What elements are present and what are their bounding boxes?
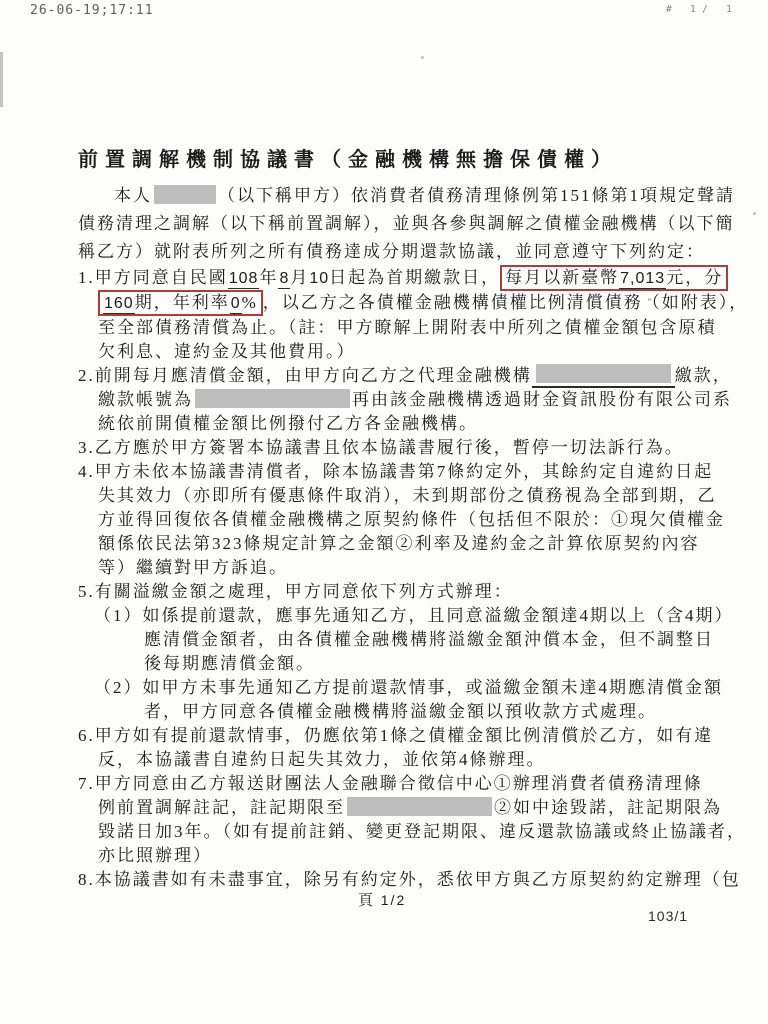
text-line: 後每期應清償金額。 <box>144 654 315 673</box>
text-line: 4.甲方未依本協議書清償者，除本協議書第7條約定外，其餘約定自違約日起 <box>78 462 714 481</box>
text-segment: 1.甲方同意自民國 <box>78 268 228 287</box>
text-line: 稱乙方）就附表所列之所有債務達成分期還款協議，並同意遵守下列約定： <box>78 242 705 261</box>
text-segment: 繳款， <box>674 366 732 385</box>
footer-page-number <box>358 889 406 910</box>
text-line <box>78 388 730 412</box>
text-segment: 2.前開每月應清償金額，由甲方向乙方之代理金融機構 <box>78 366 532 385</box>
text-line: 等）繼續對甲方訴追。 <box>98 558 288 577</box>
clause-list <box>78 266 749 892</box>
page-number-value: 1/2 <box>380 892 407 908</box>
text-line: 至全部債務清償為止。（註：甲方瞭解上開附表中所列之債權金額包含原積 <box>98 318 717 337</box>
fill-start-year: 108 <box>228 270 259 287</box>
clause-2 <box>78 364 730 436</box>
page-label: 頁 <box>358 893 376 909</box>
text-segment: 每月以新臺幣 <box>505 268 620 287</box>
highlight-box-monthly-payment <box>500 265 728 291</box>
text-line <box>78 291 749 316</box>
text-line: 亦比照辦理） <box>98 846 212 865</box>
text-line: （2）如甲方未事先通知乙方提前還款情事，或溢繳金額未達4期應清償金額 <box>94 678 723 697</box>
text-segment: 元，分 <box>666 268 724 287</box>
text-line <box>78 796 730 820</box>
text-line <box>78 182 735 210</box>
fill-installment-count: 160 <box>104 295 134 312</box>
scan-speck <box>753 212 756 215</box>
clause-7 <box>78 772 746 868</box>
text-line: 欠利息、違約金及其他費用。） <box>98 342 356 361</box>
text-segment: 再由該金融機構透過財金資訊股份有限公司系 <box>352 390 732 409</box>
fax-page-counter: # 1/ 1 <box>665 4 738 15</box>
text-line: 6.甲方如有提前還款情事，仍應依第1條之債權金額比例清償於乙方，如有違 <box>78 726 714 745</box>
fill-start-month: 8 <box>279 270 290 287</box>
page-title: 前置調解機制協議書（金融機構無擔保債權） <box>78 149 618 171</box>
text-line: 額係依民法第323條規定計算之金額②利率及違約金之計算依原契約內容 <box>98 534 700 553</box>
text-line: 7.甲方同意由乙方報送財團法人金融聯合徵信中心①辦理消費者債務清理條 <box>78 774 703 793</box>
text-line: 債務清理之調解（以下稱前置調解），並與各參與調解之債權金融機構（以下簡 <box>78 214 735 233</box>
clause-1 <box>78 266 749 364</box>
redaction-box-debtor-name <box>154 185 216 204</box>
redaction-box-payment-account <box>195 389 350 408</box>
document-body <box>78 146 749 892</box>
text-segment: 本人 <box>114 186 152 205</box>
redaction-box-agent-bank <box>536 364 671 383</box>
text-line: 應清償金額者，由各債權金融機構將溢繳金額沖償本金，但不調整日 <box>144 630 714 649</box>
clause-6 <box>78 724 730 772</box>
text-segment: ②如中途毀諾，註記期限為 <box>494 798 722 817</box>
clause-5 <box>78 580 734 724</box>
text-line: 3.乙方應於甲方簽署本協議書且依本協議書履行後，暫停一切法訴行為。 <box>78 438 684 457</box>
text-segment: （以下稱甲方）依消費者債務清理條例第151條第1項規定聲請 <box>218 186 735 205</box>
text-line: 失其效力（亦即所有優惠條件取消），未到期部份之債務視為全部到期，乙 <box>98 486 717 505</box>
fill-interest-rate: 0 <box>230 295 241 312</box>
redaction-underline <box>532 364 675 388</box>
clause-4 <box>78 460 730 580</box>
intro-paragraph <box>78 182 735 266</box>
scan-speck <box>421 56 424 59</box>
text-segment: 月 <box>290 268 310 287</box>
text-line: （1）如係提前還款，應事先通知乙方，且同意溢繳金額達4期以上（含4期） <box>94 606 734 625</box>
fill-monthly-amount: 7,013 <box>620 270 666 287</box>
clause-3 <box>78 436 730 460</box>
redaction-box-note-deadline <box>347 797 492 816</box>
text-line: 毀諾日加3年。（如有提前註銷、變更登記期限、違反還款協議或終止協議者， <box>98 822 746 841</box>
text-segment: 期，年利率 <box>134 293 230 312</box>
highlight-box-installments <box>98 290 263 316</box>
text-line: 5.有關溢繳金額之處理，甲方同意依下列方式辦理： <box>78 582 513 601</box>
text-line: 8.本協議書如有未盡事宜，除另有約定外，悉依甲方與乙方原契約約定辦理（包 <box>78 870 741 889</box>
text-segment: % <box>241 293 258 312</box>
text-line <box>78 266 730 291</box>
fax-timestamp: 26-06-19;17:11 <box>30 3 154 18</box>
text-line: 統依前開債權金額比例撥付乙方各金融機構。 <box>98 414 478 433</box>
text-line: 方並得回復依各債權金融機構之原契約條件（包括但不限於：①現欠債權金 <box>98 510 725 529</box>
text-segment: 例前置調解註記，註記期限至 <box>98 798 345 817</box>
scan-edge-artifact <box>0 52 3 107</box>
text-line: 者，甲方同意各債權金融機構將溢繳金額以預收款方式處理。 <box>144 702 657 721</box>
fill-first-payment-day: 10 <box>309 270 330 287</box>
text-segment: ，以乙方之各債權金融機構債權比例清償債務（如附表）， <box>262 293 749 312</box>
text-segment: 日起為首期繳款日， <box>329 268 501 287</box>
text-segment: 繳款帳號為 <box>98 390 193 409</box>
text-line <box>78 364 730 388</box>
text-line: 反，本協議書自違約日起失其效力，並依第4條辦理。 <box>98 750 546 769</box>
text-segment: 年 <box>259 268 279 287</box>
footer-doc-code: 103/1 <box>648 908 689 924</box>
